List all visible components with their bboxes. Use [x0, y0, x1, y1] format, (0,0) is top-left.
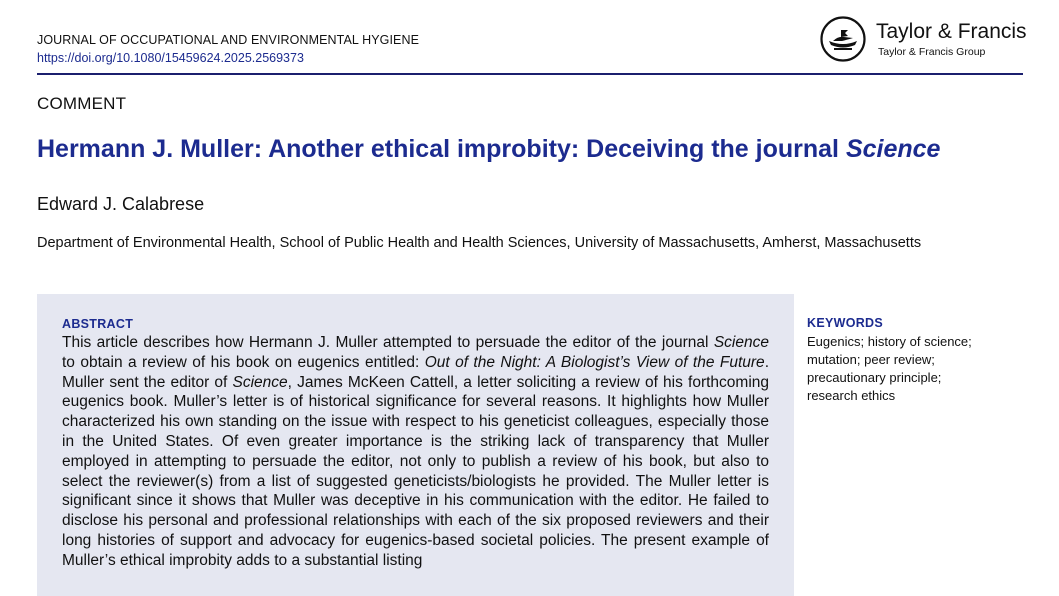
header-divider [37, 73, 1023, 75]
keywords-heading: KEYWORDS [807, 316, 884, 330]
abstract-segment: to obtain a review of his book on eugenics entitled: [62, 353, 425, 371]
publisher-group: Taylor & Francis Group [878, 46, 986, 58]
abstract-italic-segment: Science [713, 334, 769, 351]
abstract-italic-segment: Science [232, 373, 288, 391]
keyword-item[interactable]: Eugenics; [807, 334, 865, 349]
abstract-segment: , James McKeen Cattell, a letter soliciting a review of his forthcoming eugenics book. Muller’s letter is of historical significance for several reasons. It highlights how Muller characterized his own standing on the issue with respect to his geneticist colleagues, especially those in the United States. Of even greater importance is the striking lack of transparency that Muller employed in attempting to persuade the editor, not only to publish a review of his book, but also to select the reviewer(s) from a list of suggested geneticists/biologists he provided. The Muller letter is significant since it shows that Muller was deceptive in his communication with the editor. He failed to disclose his personal and professional relationships with each of the six proposed reviewers and their long histories of support and advocacy for eugenics-based societal policies. The present example of Muller’s ethical improbity adds to a substantial listing [62, 373, 769, 569]
abstract-italic-segment: Out of the Night: A Biologist’s View of the Future [424, 353, 765, 371]
abstract-segment: This article describes how Hermann J. Muller attempted to persuade the editor of the journal [62, 334, 714, 351]
article-category: COMMENT [37, 94, 127, 113]
keyword-item[interactable]: mutation; [807, 352, 861, 367]
keywords-list [807, 333, 1022, 405]
journal-name: JOURNAL OF OCCUPATIONAL AND ENVIRONMENTAL HYGIENE [37, 33, 420, 47]
doi-link[interactable]: https://doi.org/10.1080/15459624.2025.2569373 [37, 51, 304, 65]
taylor-francis-logo-icon [820, 16, 866, 62]
author-affiliation: Department of Environmental Health, School of Public Health and Health Sciences, University of Massachusetts, Amherst, Massachusetts [37, 235, 922, 251]
publisher-block [820, 16, 1030, 68]
keywords-block [807, 316, 1022, 405]
abstract-heading: ABSTRACT [62, 317, 134, 331]
article-title [37, 135, 940, 164]
abstract-text [62, 333, 769, 571]
keyword-item[interactable]: peer review; [864, 352, 935, 367]
keyword-item[interactable]: research ethics [807, 388, 896, 403]
abstract-box [37, 294, 794, 596]
author-name[interactable]: Edward J. Calabrese [37, 194, 205, 214]
keyword-item[interactable]: history of science; [867, 334, 972, 349]
abstract-segment: . Muller sent the editor of [62, 353, 769, 391]
publisher-name: Taylor & Francis [876, 20, 1027, 43]
title-italic: Science [845, 135, 941, 163]
keyword-item[interactable]: precautionary principle; [807, 370, 942, 385]
title-main: Hermann J. Muller: Another ethical improbity: Deceiving the journal [37, 135, 846, 163]
